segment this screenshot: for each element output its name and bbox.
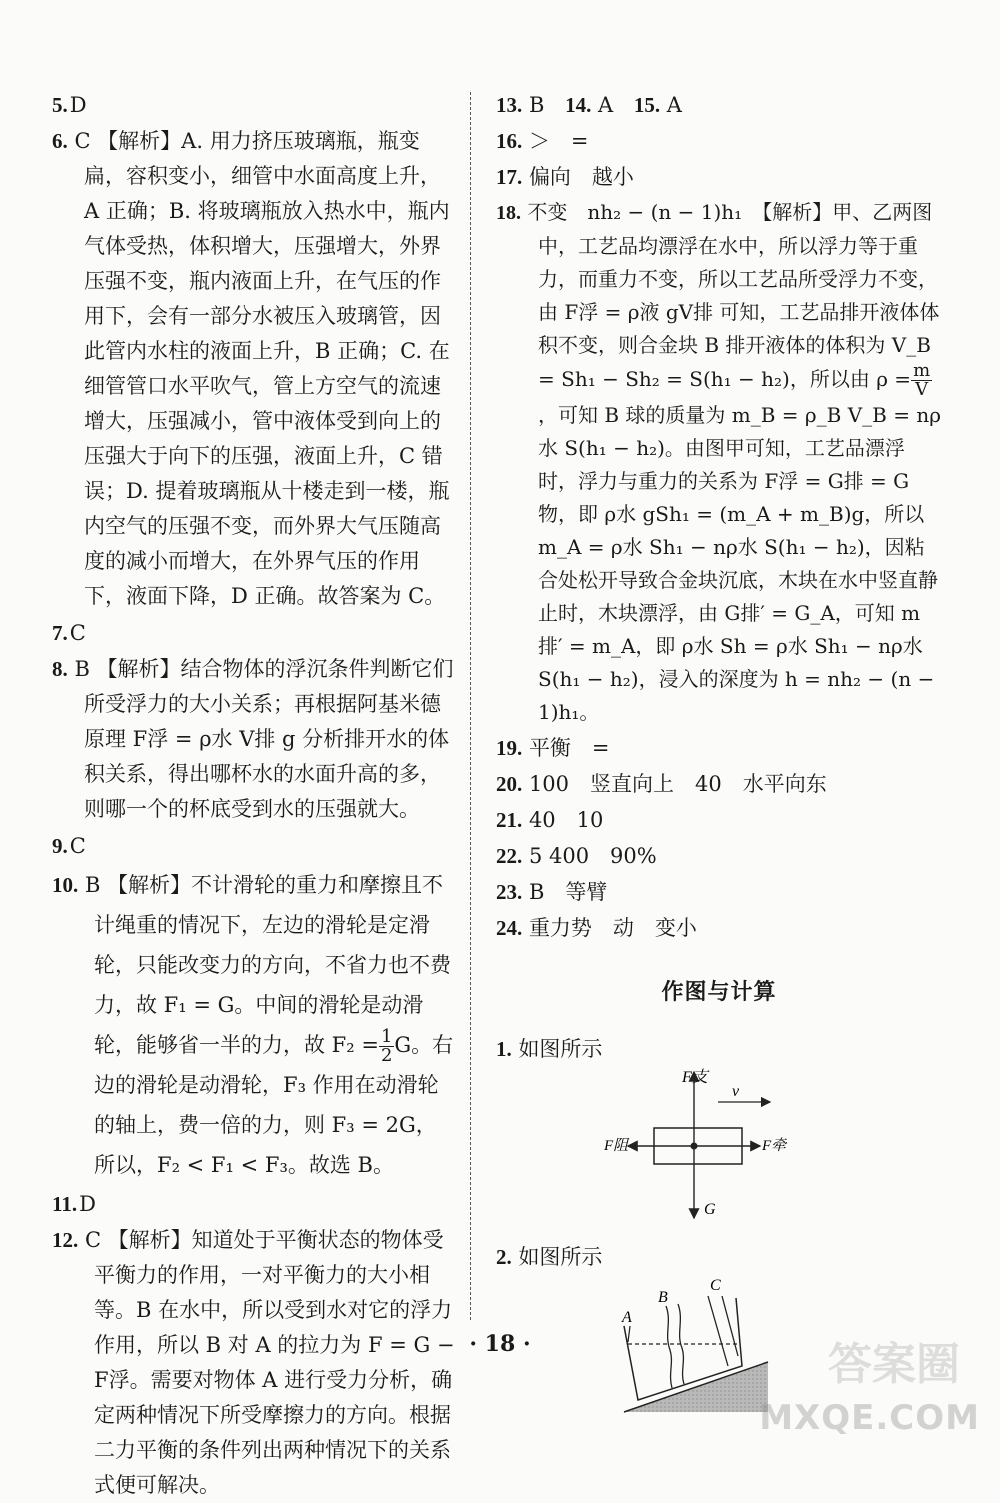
answer-item bbox=[52, 616, 456, 650]
item-text: B 等臂 bbox=[528, 880, 608, 904]
answer-item bbox=[52, 1223, 456, 1503]
force-diagram bbox=[496, 1066, 942, 1236]
fraction: $\frac{1}{2}$ bbox=[380, 1026, 393, 1066]
item-text: 不变 nh₂ − (n − 1)h₁ 【解析】甲、乙两图中，工艺品均漂浮在水中，所以浮力等于重力，而重力不变，所以工艺品所受浮力不变，由 F浮 = ρ液 gV排 可知，工艺品排开液体体积不变，则合金块 B 排开液体的体积为 V_B = Sh₁ − Sh₂ = S(h₁ − h₂)，所以由 ρ = bbox=[527, 200, 940, 391]
answer-item bbox=[496, 88, 942, 122]
item-number: 24. bbox=[496, 916, 523, 940]
label-b: B bbox=[658, 1289, 668, 1306]
item-number: 1. bbox=[496, 1037, 512, 1061]
answer-item bbox=[496, 767, 942, 801]
answer-item bbox=[52, 124, 456, 614]
item-number: 18. bbox=[496, 202, 521, 224]
item-text: A bbox=[598, 93, 614, 117]
answer-item bbox=[496, 911, 942, 945]
left-column bbox=[52, 88, 456, 1503]
answer-item bbox=[496, 875, 942, 909]
item-text: 5 400 90% bbox=[528, 844, 657, 868]
center-dot bbox=[691, 1143, 698, 1150]
item-text: 偏向 越小 bbox=[528, 165, 634, 189]
figure-item bbox=[496, 1240, 942, 1274]
item-number: 9. bbox=[52, 834, 68, 858]
label-v: v bbox=[732, 1083, 740, 1100]
item-text: B bbox=[528, 93, 545, 117]
item-text: G。右边的滑轮是动滑轮，F₃ 作用在动滑轮的轴上，费一倍的力，则 F₃ = 2G，所以，F₂ < F₁ < F₃。故选 B。 bbox=[94, 1033, 454, 1177]
item-number: 20. bbox=[496, 772, 523, 796]
item-text: 40 10 bbox=[528, 808, 604, 832]
answer-item bbox=[496, 196, 942, 729]
item-number: 11. bbox=[52, 1192, 78, 1216]
answer-item bbox=[496, 731, 942, 765]
item-number: 23. bbox=[496, 880, 523, 904]
item-number: 15. bbox=[633, 93, 661, 117]
item-text: D bbox=[79, 1192, 96, 1216]
item-text: ＞ = bbox=[528, 129, 589, 153]
item-number: 17. bbox=[496, 165, 523, 189]
item-number: 16. bbox=[496, 129, 523, 153]
item-number: 7. bbox=[52, 621, 68, 645]
answer-item bbox=[52, 865, 456, 1185]
item-text: A bbox=[666, 93, 682, 117]
answer-item bbox=[496, 839, 942, 873]
answer-item bbox=[52, 829, 456, 863]
item-text: 平衡 = bbox=[528, 736, 610, 760]
item-number: 12. bbox=[52, 1228, 79, 1252]
item-number: 21. bbox=[496, 808, 523, 832]
item-text: B 【解析】结合物体的浮沉条件判断它们所受浮力的大小关系；再根据阿基米德原理 F浮 = ρ水 V排 g 分析排开水的体积关系，得出哪杯水的水面升高的多，则哪一个的杯底受到水的压强就大。 bbox=[74, 657, 454, 821]
item-number: 5. bbox=[52, 93, 68, 117]
item-text: D bbox=[69, 93, 87, 117]
item-text: 如图所示 bbox=[518, 1037, 603, 1061]
label-c: C bbox=[710, 1277, 721, 1294]
label-g: G bbox=[704, 1201, 716, 1218]
item-number: 22. bbox=[496, 844, 523, 868]
item-number: 13. bbox=[496, 93, 523, 117]
label-f-resistance: F阻 bbox=[604, 1138, 629, 1154]
answer-item bbox=[52, 652, 456, 827]
label-a: A bbox=[622, 1309, 632, 1326]
section-title: 作图与计算 bbox=[661, 979, 777, 1005]
answer-item bbox=[496, 124, 942, 158]
item-number: 10. bbox=[52, 873, 79, 897]
watermark-logo: 答案圈 bbox=[828, 1339, 960, 1390]
item-number: 8. bbox=[52, 657, 68, 681]
item-text: B 【解析】不计滑轮的重力和摩擦且不计绳重的情况下，左边的滑轮是定滑轮，只能改变力的方向，不省力也不费力，故 F₁ = G。中间的滑轮是动滑轮，能够省一半的力，故 F₂ = bbox=[84, 873, 451, 1057]
item-text: 重力势 动 变小 bbox=[528, 916, 697, 940]
figure-item bbox=[496, 1032, 942, 1066]
item-text: ，可知 B 球的质量为 m_B = ρ_B V_B = nρ水 S(h₁ − h₂)。由图甲可知，工艺品漂浮时，浮力与重力的关系为 F浮 = G排 = G物，即 ρ水 gSh₁ = (m_A + m_B)g，所以 m_A = ρ水 Sh₁ − nρ水 S(h₁ − h₂)，因粘合处松开导致合金块沉底，木块在水中竖直静止时，木块漂浮，由 G排′ = G_A，可知 m排′ = m_A，即 ρ水 Sh = ρ水 Sh₁ − nρ水 S(h₁ − h₂)，浸入的深度为 h = nh₂ − (n − 1)h₁。 bbox=[538, 403, 941, 724]
column-divider bbox=[470, 92, 471, 1320]
item-text: C bbox=[69, 834, 86, 858]
item-text: C 【解析】A. 用力挤压玻璃瓶，瓶变扁，容积变小，细管中水面高度上升，A 正确；B. 将玻璃瓶放入热水中，瓶内气体受热，体积增大，压强增大，外界压强不变，瓶内液面上升，在气压的作用下，会有一部分水被压入玻璃管，因此管内水柱的液面上升，B 正确；C. 在细管管口水平吹气，管上方空气的流速增大，压强减小，管中液体受到向上的压强大于向下的压强，液面上升，C 错误；D. 提着玻璃瓶从十楼走到一楼，瓶内空气的压强不变，而外界大气压随高度的减小而增大，在外界气压的作用下，液面下降，D 正确。故答案为 C。 bbox=[74, 129, 450, 608]
answer-item bbox=[496, 803, 942, 837]
page-number: · 18 · bbox=[469, 1331, 531, 1357]
item-number: 6. bbox=[52, 129, 68, 153]
item-number: 2. bbox=[496, 1245, 512, 1269]
answer-item bbox=[496, 160, 942, 194]
label-f-support: F支 bbox=[682, 1069, 708, 1086]
item-text: C 【解析】知道处于平衡状态的物体受平衡力的作用，一对平衡力的大小相等。B 在水中，所以受到水对它的浮力作用，所以 B 对 A 的拉力为 F = G − F浮。需要对物体 A 进行受力分析，确定两种情况下所受摩擦力的方向。根据二力平衡的条件列出两种情况下的关系式便可解决。 bbox=[84, 1228, 455, 1497]
force-diagram-svg bbox=[496, 1066, 942, 1236]
item-text: C bbox=[69, 621, 86, 645]
answer-item bbox=[52, 88, 456, 122]
answer-item bbox=[52, 1187, 456, 1221]
label-f-traction: F牵 bbox=[762, 1138, 787, 1154]
fraction: $\frac{m}{V}$ bbox=[913, 360, 931, 400]
watermark-text: MXQE.COM bbox=[759, 1398, 980, 1438]
item-number: 19. bbox=[496, 736, 523, 760]
item-number: 14. bbox=[565, 93, 592, 117]
right-column bbox=[496, 88, 942, 1424]
item-text: 如图所示 bbox=[518, 1245, 603, 1269]
item-text: 100 竖直向上 40 水平向东 bbox=[528, 772, 827, 796]
